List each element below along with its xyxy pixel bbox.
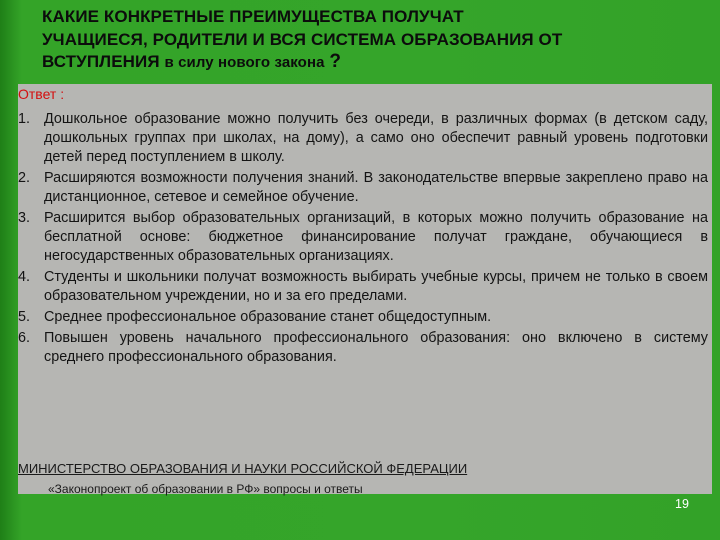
benefits-list [18, 110, 708, 369]
list-item-number: 5. [18, 309, 31, 325]
list-item-text: Повышен уровень начального профессионального образования: оно включено в систему среднего профессионального образования. [44, 330, 708, 365]
ministry-name: МИНИСТЕРСТВО ОБРАЗОВАНИЯ И НАУКИ РОССИЙСКОЙ ФЕДЕРАЦИИ [18, 461, 468, 476]
page-number: 19 [675, 497, 689, 511]
title-line-3-main: ВСТУПЛЕНИЯ [42, 52, 160, 71]
list-item [18, 308, 708, 327]
list-item-text: Студенты и школьники получат возможность выбирать учебные курсы, причем не только в своем образовательном учреждении, но и за его пределами. [44, 269, 708, 304]
list-item [18, 268, 708, 306]
list-item [18, 110, 708, 167]
title-line-3 [42, 51, 692, 75]
list-item [18, 209, 708, 266]
title-line-3-small: в силу нового закона [164, 54, 325, 71]
list-item-text: Дошкольное образование можно получить без очереди, в различных формах (в детском саду, дошкольных группах при школах, на дому), а само оно обеспечит равный уровень подготовки детей перед поступлением в школу. [44, 111, 708, 165]
list-item-number: 4. [18, 269, 31, 285]
list-item-text: Расширится выбор образовательных организаций, в которых можно получить образование на бесплатной основе: бюджетное финансирование получат граждане, обучающиеся в негосударственных образовательных организациях. [44, 210, 708, 264]
title-line-1: КАКИЕ КОНКРЕТНЫЕ ПРЕИМУЩЕСТВА ПОЛУЧАТ [42, 7, 464, 26]
list-item-number: 2. [18, 170, 31, 186]
answer-label: Ответ : [18, 86, 65, 102]
content-box [18, 84, 712, 494]
list-item [18, 169, 708, 207]
slide-title [42, 6, 692, 75]
list-item-number: 1. [18, 111, 31, 127]
title-line-2: УЧАЩИЕСЯ, РОДИТЕЛИ И ВСЯ СИСТЕМА ОБРАЗОВАНИЯ ОТ [42, 29, 563, 49]
list-item-number: 3. [18, 210, 31, 226]
list-item-text: Среднее профессиональное образование станет общедоступным. [44, 309, 492, 325]
source-note: «Законопроект об образовании в РФ» вопросы и ответы [48, 482, 363, 496]
title-question-mark: ? [329, 51, 342, 72]
list-item [18, 329, 708, 367]
list-item-number: 6. [18, 330, 31, 346]
list-item-text: Расширяются возможности получения знаний. В законодательстве впервые закреплено право на дистанционное, сетевое и семейное обучение. [44, 170, 708, 205]
